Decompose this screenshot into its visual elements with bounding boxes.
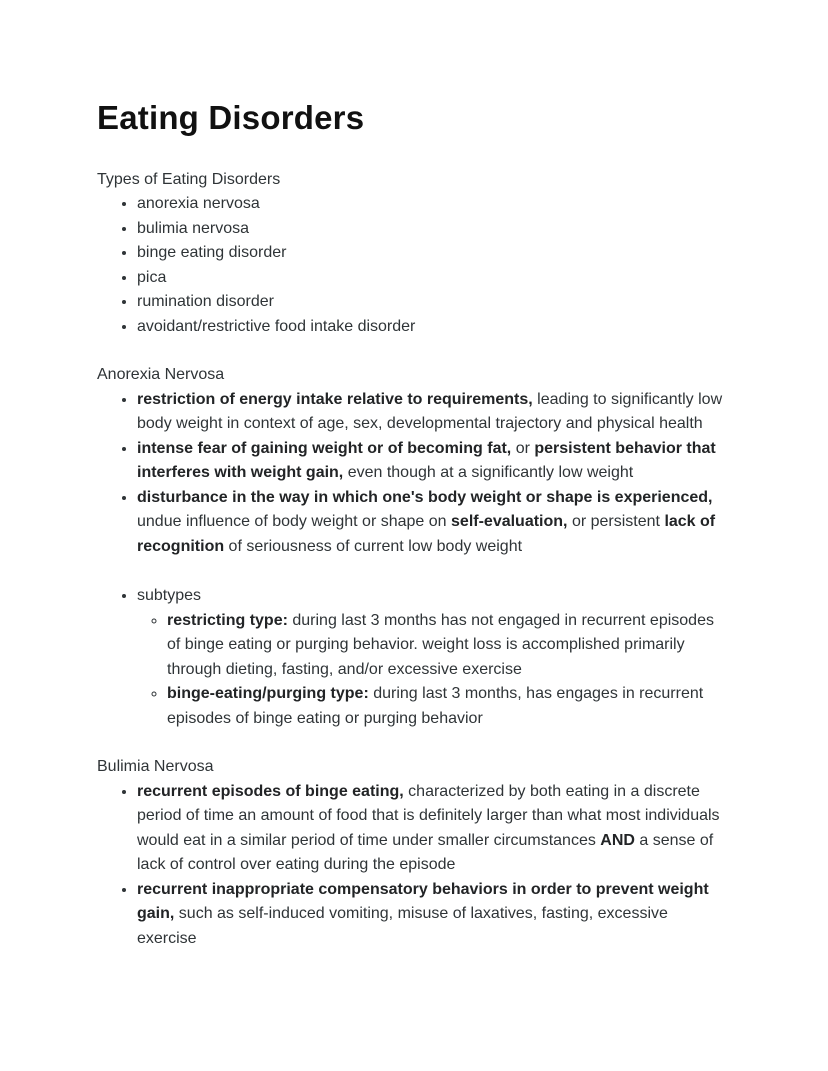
section-heading: Types of Eating Disorders	[97, 170, 281, 188]
list-item: • recurrent episodes of binge eating, characterized by both eating in a discrete period of time an amount of food that is definitely larger than what most individuals would eat in a similar period of time under smaller circumstances AND a sense of lack of control over eating during the episode	[137, 780, 728, 878]
list-item: • intense fear of gaining weight or of becoming fat, or persistent behavior that interferes with weight gain, even though at a significantly low weight	[137, 437, 728, 486]
types-list	[97, 192, 728, 339]
section-anorexia	[97, 363, 728, 731]
page-title: Eating Disorders	[97, 99, 365, 136]
section-heading: Bulimia Nervosa	[97, 758, 214, 776]
section-heading: Anorexia Nervosa	[97, 366, 225, 384]
list-item: • rumination disorder	[137, 290, 728, 315]
anorexia-list	[97, 388, 728, 732]
bulimia-list	[97, 780, 728, 952]
section-types	[97, 168, 728, 340]
subtypes-label: subtypes	[137, 587, 202, 605]
list-item: • bulimia nervosa	[137, 217, 728, 242]
section-bulimia	[97, 755, 728, 951]
list-item: • avoidant/restrictive food intake disorder	[137, 315, 728, 340]
list-item: • restriction of energy intake relative to requirements, leading to significantly low body weight in context of age, sex, developmental trajectory and physical health	[137, 388, 728, 437]
list-item: • binge eating disorder	[137, 241, 728, 266]
list-item: • recurrent inappropriate compensatory behaviors in order to prevent weight gain, such as self-induced vomiting, misuse of laxatives, fasting, excessive exercise	[137, 878, 728, 952]
subtypes-list	[137, 609, 728, 732]
list-item: • pica	[137, 266, 728, 291]
list-item: • anorexia nervosa	[137, 192, 728, 217]
list-item: ◦ binge-eating/purging type: during last 3 months, has engages in recurrent episodes of binge eating or purging behavior	[167, 682, 728, 731]
list-item: • disturbance in the way in which one's body weight or shape is experienced, undue influence of body weight or shape on self-evaluation, or persistent lack of recognition of seriousness of current low body weight	[137, 486, 728, 560]
list-item	[137, 584, 728, 731]
list-item: ◦ restricting type: during last 3 months has not engaged in recurrent episodes of binge eating or purging behavior. weight loss is accomplished primarily through dieting, fasting, and/or excessive exercise	[167, 609, 728, 683]
